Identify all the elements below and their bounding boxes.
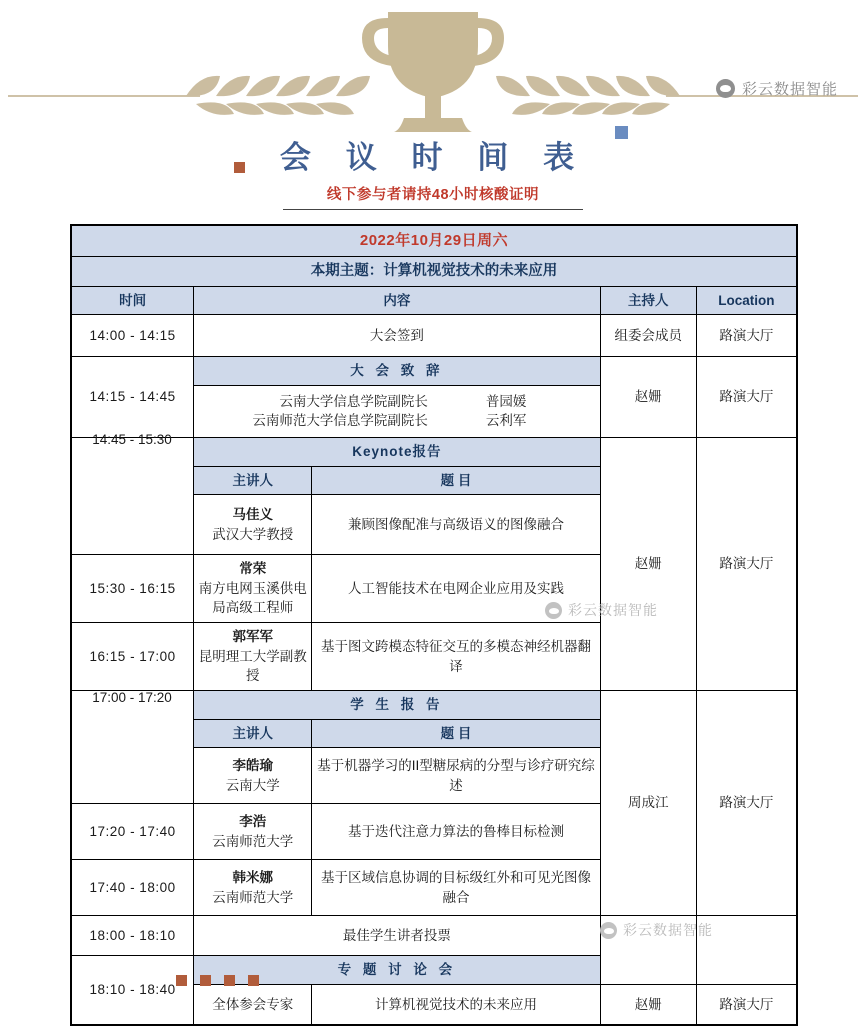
brand-name: 彩云数据智能 <box>741 81 838 98</box>
section-keynote-banner: Keynote报告 <box>194 438 601 467</box>
cell-time: 15:30 - 16:15 <box>72 555 194 623</box>
cell-time: 14:00 - 14:15 <box>72 315 194 357</box>
cell-time: 17:20 - 17:40 <box>72 804 194 860</box>
cell-location: 路演大厅 <box>696 357 796 438</box>
cell-time: 17:40 - 18:00 <box>72 860 194 916</box>
speaker-affiliation: 云南大学 <box>225 777 280 793</box>
column-header-location: Location <box>696 286 796 315</box>
cell-time: 14:15 - 14:45 <box>72 357 194 438</box>
cell-location: 路演大厅 <box>696 691 796 916</box>
column-header-topic: 题 目 <box>312 719 600 748</box>
speaker-name: 常荣 <box>239 561 267 577</box>
cell-host: 赵姗 <box>600 357 696 438</box>
cell-host: 周成江 <box>600 691 696 916</box>
cell-topic: 兼顾图像配准与高级语义的图像融合 <box>312 495 600 555</box>
cell-spacer <box>72 438 194 555</box>
section-student-banner: 学 生 报 告 <box>194 691 601 720</box>
cell-speaker <box>194 804 312 860</box>
speaker-name: 郭军军 <box>232 629 273 645</box>
cell-topic: 计算机视觉技术的未来应用 <box>312 984 600 1024</box>
watermark-text: 彩云数据智能 <box>623 922 713 938</box>
cell-topic: 基于图文跨模态特征交互的多模态神经机器翻译 <box>312 623 600 691</box>
cell-speaker <box>194 623 312 691</box>
section-panel-banner: 专 题 讨 论 会 <box>194 956 601 985</box>
subtitle-underline <box>283 209 583 210</box>
column-header-speaker: 主讲人 <box>194 466 312 495</box>
cell-host-empty <box>600 956 696 985</box>
cell-host: 赵姗 <box>600 438 696 691</box>
cell-time: 16:15 - 17:00 <box>72 623 194 691</box>
table-row <box>72 916 797 956</box>
theme-banner: 本期主题：计算机视觉技术的未来应用 <box>72 256 797 286</box>
speaker-name: 韩米娜 <box>232 870 273 886</box>
square-dot-icon <box>176 975 187 986</box>
square-accent-right-icon <box>615 126 628 139</box>
cell-greeting-speakers <box>194 385 601 437</box>
column-header-host: 主持人 <box>600 286 696 315</box>
footer-decoration <box>176 975 259 986</box>
speaker-affiliation: 南方电网玉溪供电局高级工程师 <box>198 580 307 616</box>
column-header-content: 内容 <box>194 286 601 315</box>
section-greeting-banner: 大 会 致 辞 <box>194 357 601 386</box>
speaker-name: 马佳义 <box>232 507 273 523</box>
cell-host: 赵姗 <box>600 984 696 1024</box>
cell-location-empty <box>696 956 796 985</box>
cell-spacer <box>72 691 194 804</box>
cloud-logo-icon <box>716 79 735 98</box>
cell-location: 路演大厅 <box>696 438 796 691</box>
brand-watermark <box>716 78 838 99</box>
cell-time: 18:00 - 18:10 <box>72 916 194 956</box>
table-row <box>72 357 797 386</box>
square-dot-icon <box>248 975 259 986</box>
trophy-wreath-decoration <box>0 0 866 140</box>
table-row <box>72 256 797 286</box>
page-title <box>268 132 598 177</box>
square-dot-icon <box>224 975 235 986</box>
greeting-name-1: 普园媛 <box>485 393 527 409</box>
cell-topic: 基于区域信息协调的目标级红外和可见光图像融合 <box>312 860 600 916</box>
cell-speaker: 全体参会专家 <box>194 984 312 1024</box>
cell-speaker <box>194 555 312 623</box>
speaker-affiliation: 武汉大学教授 <box>212 526 294 542</box>
cell-time: 18:10 - 18:40 <box>72 956 194 1025</box>
speaker-name: 李皓瑜 <box>232 758 273 774</box>
square-accent-left-icon <box>234 162 245 173</box>
cell-time-student-1: 17:00 - 17:20 <box>92 690 172 705</box>
square-dot-icon <box>200 975 211 986</box>
date-banner: 2022年10月29日周六 <box>72 226 797 257</box>
cell-location: 路演大厅 <box>696 315 796 357</box>
table-row <box>72 315 797 357</box>
cell-time-keynote-1: 14:45 - 15:30 <box>92 432 172 447</box>
cell-content: 最佳学生讲者投票 <box>194 916 601 956</box>
schedule-table <box>71 225 797 1025</box>
page-header <box>0 0 866 203</box>
speaker-affiliation: 云南师范大学 <box>212 889 294 905</box>
greeting-name-2: 云利军 <box>485 413 527 429</box>
speaker-name: 李浩 <box>239 814 267 830</box>
schedule-table-wrapper <box>70 224 798 1026</box>
column-header-topic: 题 目 <box>312 466 600 495</box>
cell-topic: 人工智能技术在电网企业应用及实践 <box>312 555 600 623</box>
table-row <box>72 226 797 257</box>
greeting-role-1: 云南大学信息学院副院长 <box>279 393 428 409</box>
title-block <box>0 132 866 210</box>
cell-speaker <box>194 748 312 804</box>
table-header-row <box>72 286 797 315</box>
cell-topic: 基于机器学习的II型糖尿病的分型与诊疗研究综述 <box>312 748 600 804</box>
cell-host: 组委会成员 <box>600 315 696 357</box>
cell-location-empty <box>696 916 796 956</box>
cell-host-empty <box>600 916 696 956</box>
column-header-speaker: 主讲人 <box>194 719 312 748</box>
watermark-text: 彩云数据智能 <box>568 602 658 618</box>
page-subtitle: 线下参与者请持48小时核酸证明 <box>326 187 540 203</box>
speaker-affiliation: 云南师范大学 <box>212 833 294 849</box>
speaker-affiliation: 昆明理工大学副教授 <box>198 648 307 684</box>
cell-speaker <box>194 860 312 916</box>
cell-location: 路演大厅 <box>696 984 796 1024</box>
page-title-text: 会 议 时 间 表 <box>279 140 587 176</box>
column-header-time: 时间 <box>72 286 194 315</box>
cell-content: 大会签到 <box>194 315 601 357</box>
greeting-role-2: 云南师范大学信息学院副院长 <box>252 413 428 429</box>
cell-speaker <box>194 495 312 555</box>
cell-topic: 基于迭代注意力算法的鲁棒目标检测 <box>312 804 600 860</box>
